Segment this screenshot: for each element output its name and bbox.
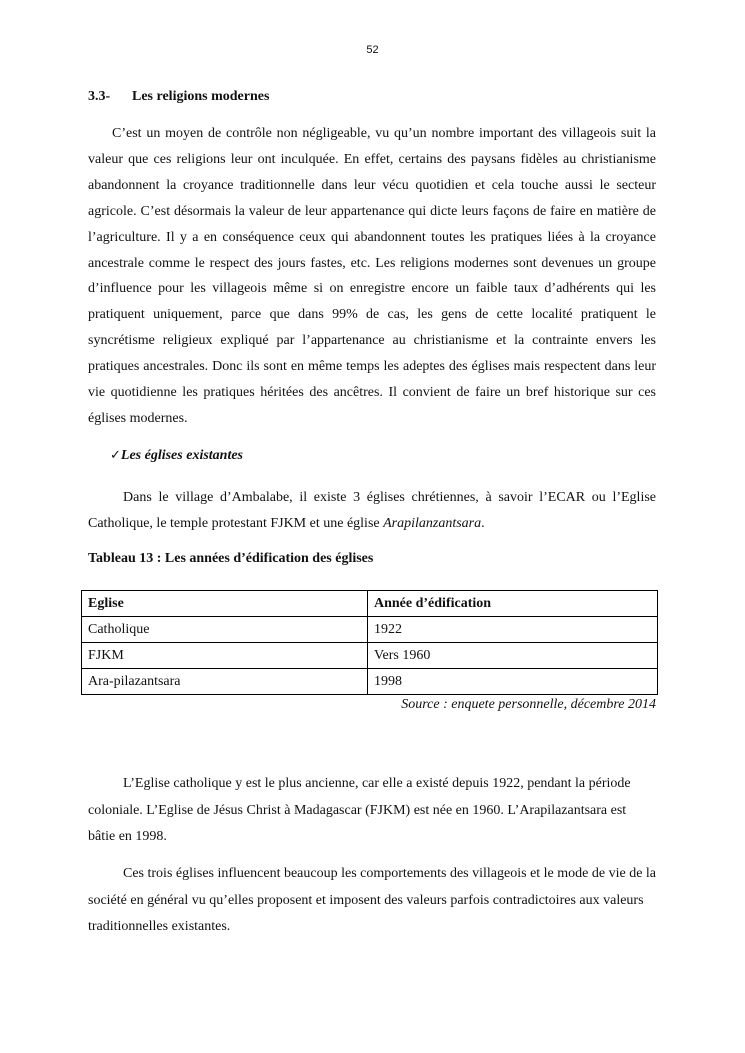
subheading-eglises-existantes bbox=[110, 448, 243, 464]
paragraph-village-churches bbox=[88, 485, 656, 537]
table-source-note: Source : enquete personnelle, décembre 2014 bbox=[401, 697, 656, 712]
church-name-italic: Arapilanzantsara bbox=[383, 515, 482, 531]
table-row bbox=[82, 669, 658, 695]
paragraph-church-influence: Ces trois églises influencent beaucoup les comportements des villageois et le mode de vie de la société en général vu qu’elles proposent et imposent des valeurs parfois contradictoires aux valeurs traditionnelles existantes. bbox=[88, 866, 657, 934]
section-number: 3.3- bbox=[88, 89, 111, 104]
paragraph-religions-modernes: C’est un moyen de contrôle non négligeable, vu qu’un nombre important des villageois suit la valeur que ces religions leur ont inculquée. En effet, certains des paysans fidèles au christianisme abandonnent la croyance traditionnelle dans leur vécu quotidien et cela touche aussi le secteur agricole. C’est désormais la valeur de leur appartenance qui dicte leurs façons de faire en matière de l’agriculture. Il y a en conséquence ceux qui abandonnent toutes les pratiques liées à la croyance ancestrale comme le respect des jours fastes, etc. Les religions modernes sont devenues un groupe d’influence pour les villageois même si on enregistre encore un faible taux d’adhérents qui les pratiquent uniquement, parce que dans 99% de cas, les gens de cette localité pratiquent le syncrétisme religieux expliqué par l’appartenance au christianisme et la contrainte envers les pratiques ancestrales. Donc ils sont en même temps les adeptes des églises mais respectent dans leur vie quotidienne les pratiques héritées des ancêtres. Il convient de faire un bref historique sur ces églises modernes. bbox=[88, 126, 656, 426]
cell-eglise: Catholique bbox=[82, 617, 368, 643]
header-eglise: Eglise bbox=[82, 591, 368, 617]
churches-table bbox=[81, 590, 658, 695]
section-title: Les religions modernes bbox=[132, 89, 270, 104]
cell-eglise: FJKM bbox=[82, 643, 368, 669]
cell-eglise: Ara-pilazantsara bbox=[82, 669, 368, 695]
table-caption: Tableau 13 : Les années d’édification des églises bbox=[88, 551, 374, 566]
cell-annee: 1922 bbox=[368, 617, 658, 643]
header-annee: Année d’édification bbox=[368, 591, 658, 617]
page-number: 52 bbox=[366, 44, 379, 56]
paragraph-church-history: L’Eglise catholique y est le plus ancienne, car elle a existé depuis 1922, pendant la période coloniale. L’Eglise de Jésus Christ à Madagascar (FJKM) est née en 1960. L’Arapilazantsara est bâtie en 1998. bbox=[88, 776, 631, 844]
cell-annee: Vers 1960 bbox=[368, 643, 658, 669]
table-header-row bbox=[82, 591, 658, 617]
checkmark-icon: ✓ bbox=[110, 448, 121, 463]
table-row bbox=[82, 617, 658, 643]
table-row bbox=[82, 643, 658, 669]
subheading-text: Les églises existantes bbox=[120, 448, 244, 463]
paragraph-end: . bbox=[481, 515, 485, 531]
cell-annee: 1998 bbox=[368, 669, 658, 695]
paragraph-text: Dans le village d’Ambalabe, il existe 3 églises chrétiennes, à savoir l’ECAR ou l’Eglise Catholique, le temple protestant FJKM et une église bbox=[88, 490, 656, 531]
section-heading bbox=[88, 89, 269, 105]
